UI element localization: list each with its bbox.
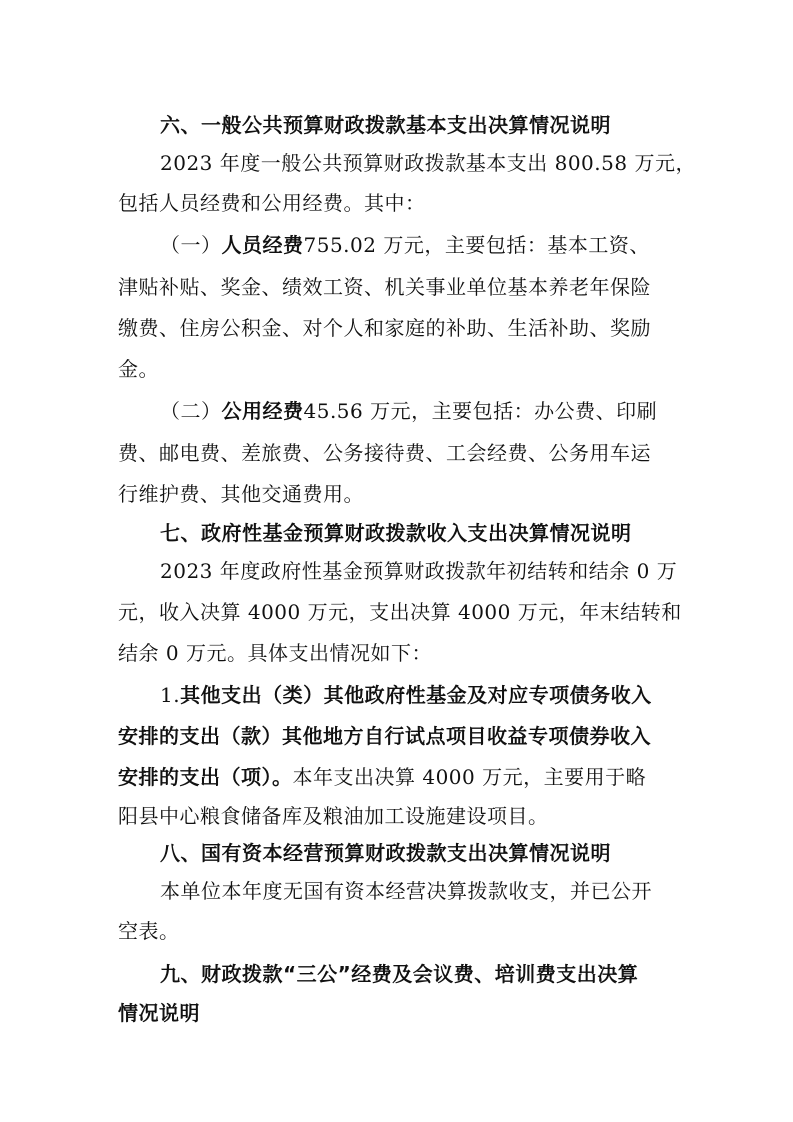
item1-bold: 其他支出（类）其他政府性基金及对应专项债务收入 [180,683,652,707]
item1-bold: 安排的支出（项）。 [118,765,293,789]
section-six-heading: 六、一般公共预算财政拨款基本支出决算情况说明 [160,113,611,137]
section-nine-heading: 情况说明 [118,1001,200,1025]
section-seven-paragraph-line: 结余 0 万元。具体支出情况如下： [118,641,432,665]
personnel-detail-line: 津贴补贴、奖金、绩效工资、机关事业单位基本养老年保险 [118,275,651,299]
section-eight-heading: 八、国有资本经营预算财政拨款支出决算情况说明 [160,841,611,865]
personnel-detail-line: 缴费、住房公积金、对个人和家庭的补助、生活补助、奖励 [118,316,651,340]
section-six-paragraph-line: 2023 年度一般公共预算财政拨款基本支出 800.58 万元， [160,151,696,175]
personnel-expense-line [160,232,650,258]
section-nine-heading: 九、财政拨款“三公”经费及会议费、培训费支出决算 [160,962,639,986]
item1-number: 1. [160,683,181,707]
item1-rest: 本年支出决算 4000 万元，主要用于略 [292,765,647,789]
personnel-detail-line: 金。 [118,357,159,381]
public-detail-line: 行维护费、其他交通费用。 [118,482,364,506]
public-rest: 45.56 万元，主要包括：办公费、印刷 [303,399,658,423]
public-expense-line [160,398,657,424]
item1-line [118,723,651,749]
item1-bold: 安排的支出（款）其他地方自行试点项目收益专项债券收入 [118,724,651,748]
public-label: 公用经费 [221,399,304,423]
item1-line [160,682,652,708]
public-detail-line: 费、邮电费、差旅费、公务接待费、工会经费、公务用车运 [118,441,651,465]
personnel-prefix: （一） [160,233,222,257]
section-seven-heading: 七、政府性基金预算财政拨款收入支出决算情况说明 [160,521,632,545]
item1-line [118,764,646,790]
section-eight-paragraph-line: 本单位本年度无国有资本经营决算拨款收支，并已公开 [160,879,652,903]
personnel-rest: 755.02 万元，主要包括：基本工资、 [303,233,650,257]
section-seven-paragraph-line: 元，收入决算 4000 万元，支出决算 4000 万元，年末结转和 [118,600,682,624]
section-seven-paragraph-line: 2023 年度政府性基金预算财政拨款年初结转和结余 0 万 [160,559,678,583]
public-prefix: （二） [160,399,222,423]
section-eight-paragraph-line: 空表。 [118,919,180,943]
section-six-paragraph-line: 包括人员经费和公用经费。其中： [118,191,426,215]
item1-line: 阳县中心粮食储备库及粮油加工设施建设项目。 [118,804,549,828]
personnel-label: 人员经费 [221,233,304,257]
